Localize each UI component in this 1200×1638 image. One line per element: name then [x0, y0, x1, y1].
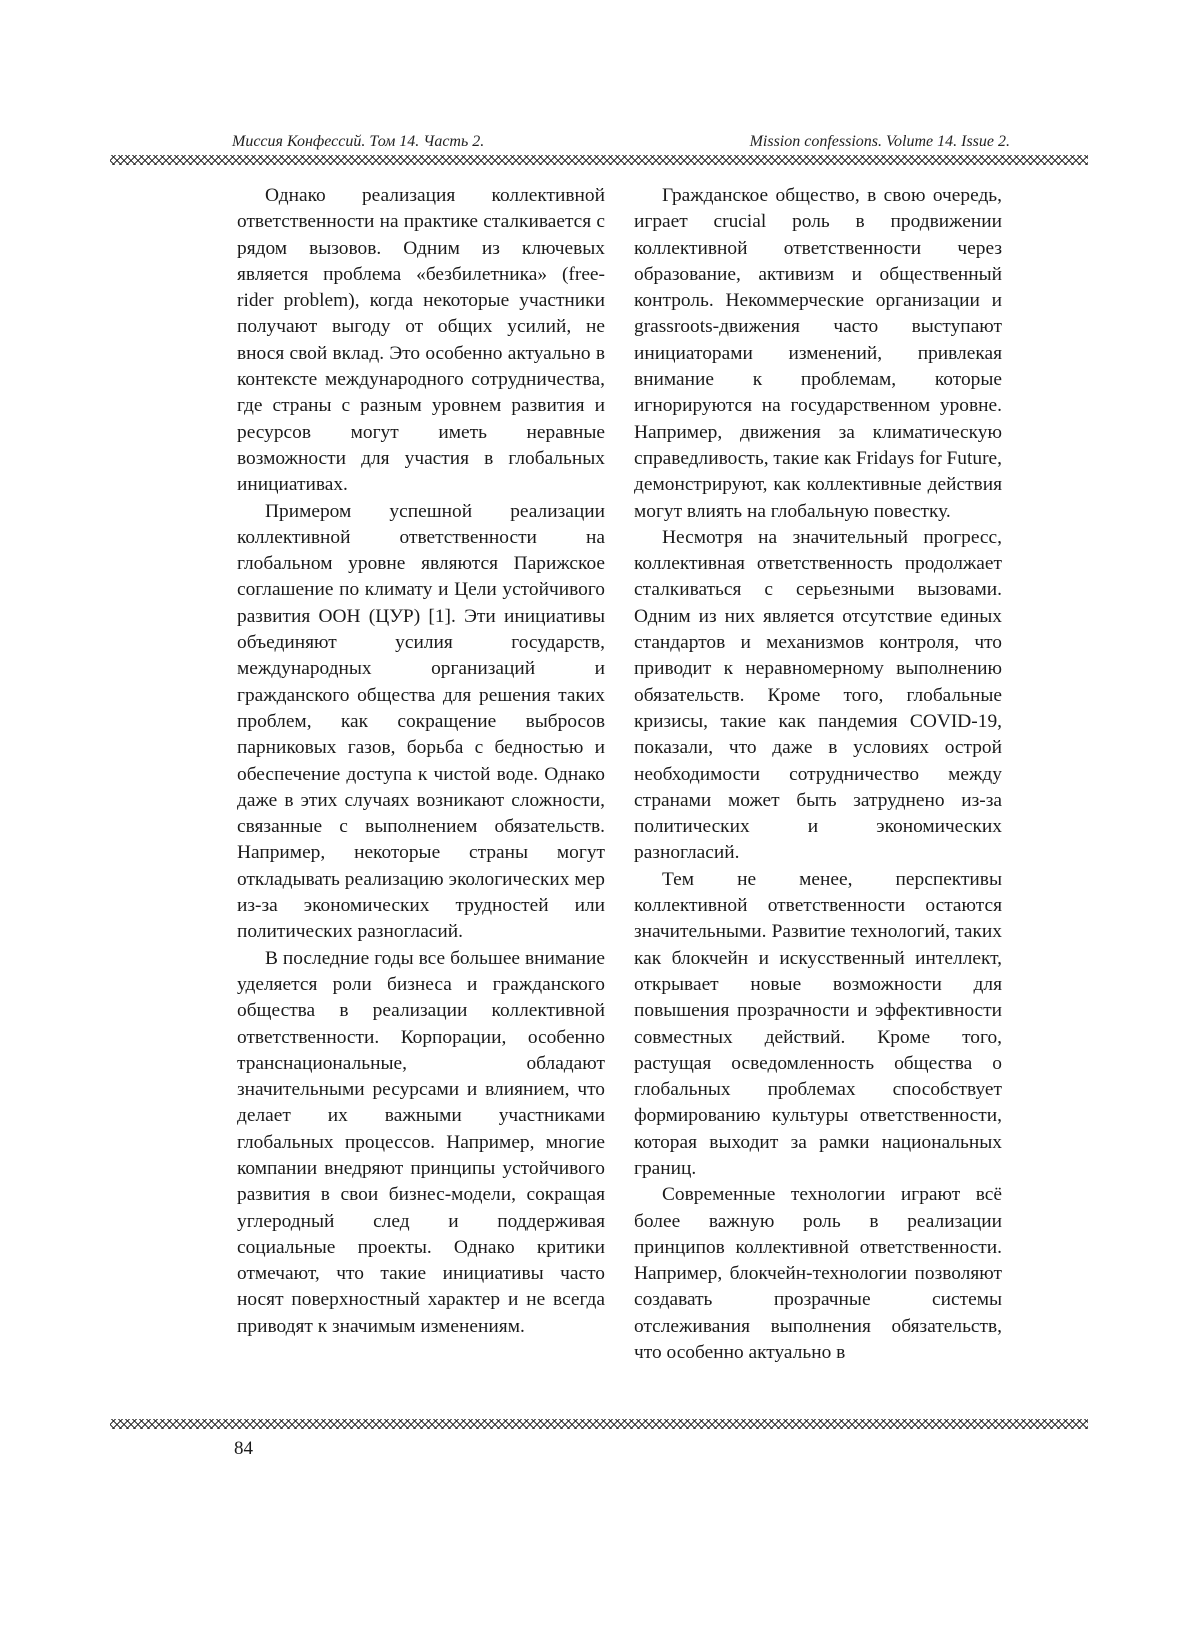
paragraph: Тем не менее, перспективы коллективной ответственности остаются значительными. Развитие технологий, таких как блокчейн и искусственный интеллект, открывает новые возможности для повышения прозрачности и эффективности совместных действий. Кроме того, растущая осведомленность общества о глобальных проблемах способствует формированию культуры ответственности, которая выходит за рамки национальных границ.	[634, 868, 1002, 1179]
paragraph: Современные технологии играют всё более важную роль в реализации принципов коллективной ответственности. Например, блокчейн-технологии позволяют создавать прозрачные системы отслеживания выполнения обязательств, что особенно актуально в	[634, 1184, 1002, 1364]
footer-ornament-divider	[110, 1419, 1088, 1429]
header-ornament-divider	[110, 155, 1088, 165]
running-head	[232, 133, 1010, 155]
text-column-left	[237, 183, 605, 1340]
paragraph: Однако реализация коллективной ответственности на практике сталкивается с рядом вызовов. Одним из ключевых является проблема «безбилетника» (free-rider problem), когда некоторые участники получают выгоду от общих усилий, не внося свой вклад. Это особенно актуально в контексте международного сотрудничества, где страны с разным уровнем развития и ресурсов могут иметь неравные возможности для участия в глобальных инициативах.	[237, 185, 605, 496]
journal-title-ru: Миссия Конфессий. Том 14. Часть 2.	[232, 133, 485, 150]
paragraph: В последние годы все большее внимание уделяется роли бизнеса и гражданского общества в реализации коллективной ответственности. Корпорации, особенно транснациональные, обладают значительными ресурсами и влиянием, что делает их важными участниками глобальных процессов. Например, многие компании внедряют принципы устойчивого развития в свои бизнес-модели, сокращая углеродный след и поддерживая социальные проекты. Однако критики отмечают, что такие инициативы часто носят поверхностный характер и не всегда приводят к значимым изменениям.	[237, 947, 605, 1337]
paragraph: Несмотря на значительный прогресс, коллективная ответственность продолжает сталкиваться с серьезными вызовами. Одним из них является отсутствие единых стандартов и механизмов контроля, что приводит к неравномерному выполнению обязательств. Кроме того, глобальные кризисы, такие как пандемия COVID-19, показали, что даже в условиях острой необходимости сотрудничество между странами может быть затруднено из-за политических и экономических разногласий.	[634, 526, 1002, 864]
paragraph: Гражданское общество, в свою очередь, играет crucial роль в продвижении коллективной ответственности через образование, активизм и общественный контроль. Некоммерческие организации и grassroots-движения часто выступают инициаторами изменений, привлекая внимание к проблемам, которые игнорируются на государственном уровне. Например, движения за климатическую справедливость, такие как Fridays for Future, демонстрируют, как коллективные действия могут влиять на глобальную повестку.	[634, 185, 1002, 522]
paragraph: Примером успешной реализации коллективной ответственности на глобальном уровне являются Парижское соглашение по климату и Цели устойчивого развития ООН (ЦУР) [1]. Эти инициативы объединяют усилия государств, международных организаций и гражданского общества для решения таких проблем, как сокращение выбросов парниковых газов, борьба с бедностью и обеспечение доступа к чистой воде. Однако даже в этих случаях возникают сложности, связанные с выполнением обязательств. Например, некоторые страны могут откладывать реализацию экологических мер из-за экономических трудностей или политических разногласий.	[237, 500, 605, 943]
journal-title-en: Mission confessions. Volume 14. Issue 2.	[749, 133, 1010, 150]
text-column-right	[634, 183, 1002, 1366]
page-number: 84	[234, 1438, 253, 1459]
